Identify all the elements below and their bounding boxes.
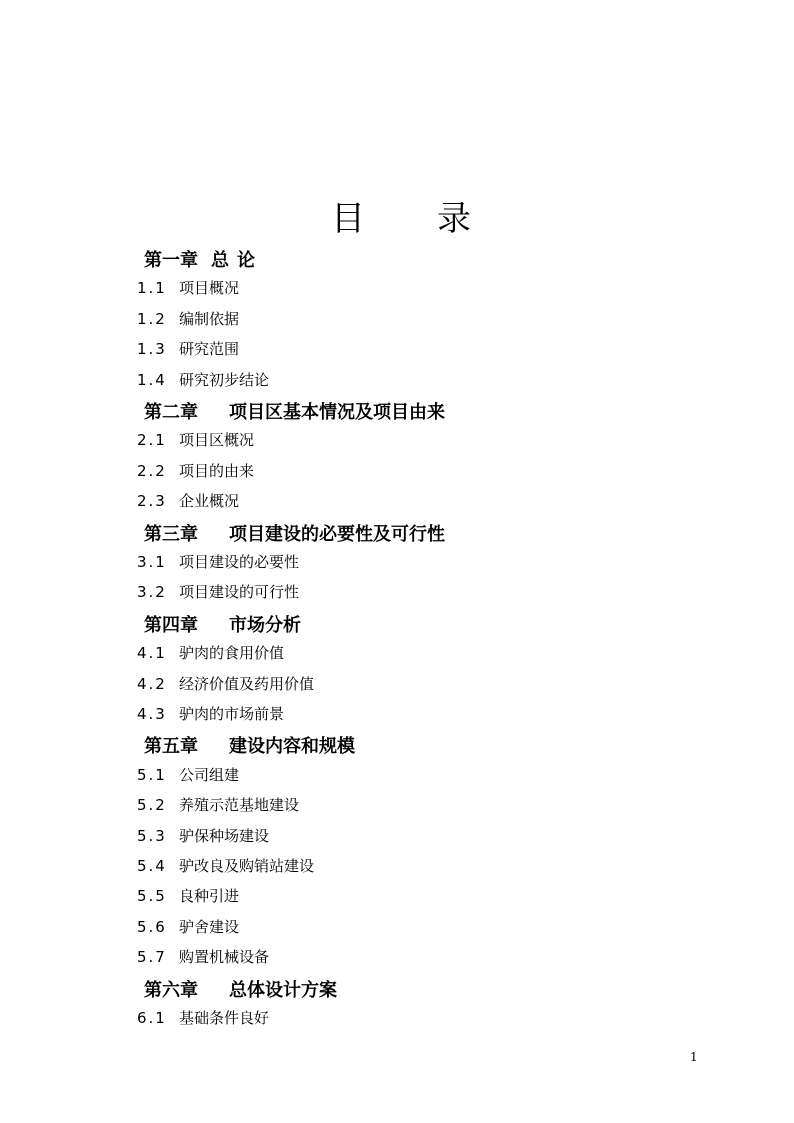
section-number: 1.4 [137,370,167,389]
toc-title: 目录 [331,199,543,239]
section-title: 项目概况 [179,279,240,298]
section-number: 4.2 [137,674,167,693]
section-title: 基础条件良好 [179,1009,270,1027]
section-number: 1.1 [137,279,167,298]
section-title: 项目建设的必要性 [179,553,300,571]
chapter-title: 总体设计方案 [229,979,337,1001]
chapter-title: 总论 [211,250,263,271]
section-title: 编制依据 [179,309,240,328]
section-number: 6.1 [137,1009,167,1027]
chapter-number: 第三章 [144,523,198,545]
section-number: 4.1 [137,644,167,663]
section-title: 驴保种场建设 [179,826,270,845]
chapter-number: 第五章 [144,736,198,758]
chapter-number: 第二章 [144,402,198,423]
section-number: 1.2 [137,309,167,328]
chapter-number: 第四章 [144,614,198,636]
section-number: 2.2 [137,461,167,480]
section-title: 项目建设的可行性 [179,583,300,602]
section-number: 5.2 [137,796,167,815]
section-title: 购置机械设备 [179,948,270,967]
section-title: 驴肉的食用价值 [179,644,285,663]
section-title: 研究范围 [179,340,240,359]
page-number: 1 [690,1050,698,1064]
chapter-number: 第六章 [144,979,198,1001]
section-title: 项目的由来 [179,461,255,480]
section-title: 经济价值及药用价值 [179,674,315,693]
section-title: 研究初步结论 [179,370,270,389]
section-number: 3.1 [137,553,167,571]
section-number: 2.3 [137,492,167,511]
chapter-number: 第一章 [144,250,198,271]
section-title: 企业概况 [179,492,240,511]
section-number: 5.6 [137,917,167,936]
chapter-title: 建设内容和规模 [229,736,355,758]
section-title: 驴舍建设 [179,917,240,936]
section-number: 2.1 [137,431,167,450]
section-title: 驴改良及购销站建设 [179,857,315,875]
section-title: 养殖示范基地建设 [179,796,300,815]
section-number: 5.3 [137,826,167,845]
section-number: 1.3 [137,340,167,359]
chapter-title: 项目建设的必要性及可行性 [229,523,445,545]
section-title: 项目区概况 [179,431,255,450]
section-number: 4.3 [137,705,167,723]
chapter-title: 项目区基本情况及项目由来 [229,402,445,423]
section-number: 3.2 [137,583,167,602]
section-number: 5.4 [137,857,167,875]
section-title: 公司组建 [179,765,240,784]
section-number: 5.1 [137,765,167,784]
section-number: 5.7 [137,948,167,967]
section-title: 驴肉的市场前景 [179,705,285,723]
chapter-title: 市场分析 [229,614,301,636]
section-title: 良种引进 [179,887,240,906]
section-number: 5.5 [137,887,167,906]
